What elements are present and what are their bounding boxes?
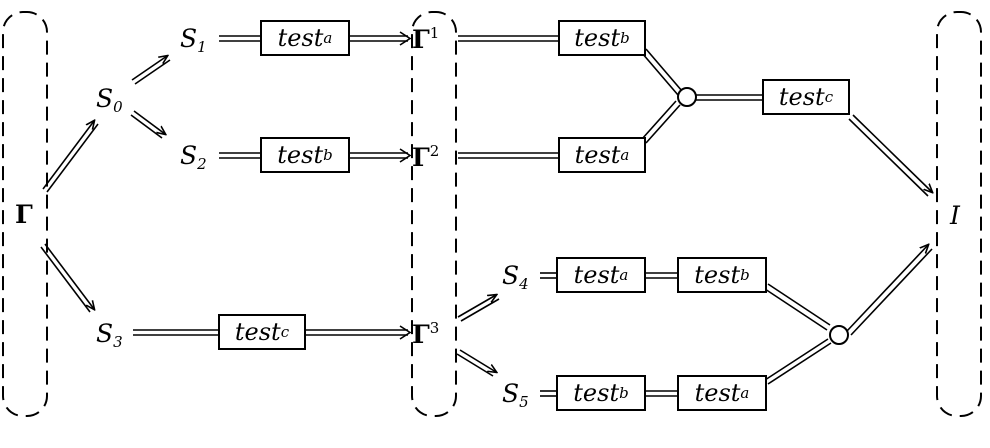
arrow-s0-s1 — [132, 56, 170, 84]
gamma-split-group-outline — [412, 12, 456, 416]
gamma2-label: $\Gamma^2$ — [412, 142, 440, 172]
arrow-test-c-result — [849, 115, 932, 196]
gamma1-label: $\Gamma^1$ — [412, 24, 440, 54]
arrow-join-bottom-result — [847, 245, 932, 335]
connector-s1-test-a — [219, 36, 260, 41]
gamma-label: Γ — [15, 200, 33, 229]
test-box-s1: test a — [260, 20, 350, 56]
connector-row5-tests — [646, 391, 677, 396]
join-node-bottom — [830, 326, 848, 344]
arrow-gamma3-s5 — [457, 350, 496, 376]
connector-gamma2-test-a — [458, 153, 558, 158]
connector-test-b-join-bottom — [765, 284, 830, 330]
state-s5: $S_5$ — [502, 379, 529, 411]
connector-gamma1-test-b — [458, 36, 558, 41]
join-node-top — [678, 88, 696, 106]
arrow-test-c-gamma3 — [306, 326, 410, 339]
arrow-s0-s2 — [131, 111, 165, 138]
test-box-s3: test c — [218, 314, 306, 350]
arrow-gamma-s0 — [43, 121, 98, 192]
test-box-s5-first: test b — [556, 375, 646, 411]
connector-test-b-join-top — [642, 49, 682, 95]
connector-s4-test-a — [540, 273, 556, 278]
state-s2: $S_2$ — [180, 141, 207, 173]
arrow-test-a-gamma1 — [350, 32, 410, 45]
test-box-s4-second: test b — [677, 257, 767, 293]
connector-s2-test-b — [219, 153, 260, 158]
connector-test-a-join-bottom — [765, 339, 831, 384]
gamma3-label: $\Gamma^3$ — [412, 319, 440, 349]
state-s0: $S_0$ — [96, 84, 123, 116]
connector-test-a-join-top — [642, 101, 680, 143]
test-box-s2: test b — [260, 137, 350, 173]
connector-s5-test-b — [540, 391, 556, 396]
test-box-join-top: test c — [762, 79, 850, 115]
test-box-gamma2: test a — [558, 137, 646, 173]
test-box-s5-second: test a — [677, 375, 767, 411]
connector-join-top-test-c — [696, 95, 762, 100]
result-label: I — [950, 201, 960, 230]
test-box-s4-first: test a — [556, 257, 646, 293]
state-s1: $S_1$ — [180, 24, 207, 56]
arrow-test-b-gamma2 — [350, 149, 410, 162]
state-s3: $S_3$ — [96, 319, 123, 351]
connector-row4-tests — [646, 273, 677, 278]
state-s4: $S_4$ — [502, 261, 529, 293]
arrow-gamma-s3 — [41, 244, 94, 312]
connector-s3-test-c — [133, 330, 218, 335]
arrow-gamma3-s4 — [458, 295, 499, 321]
test-box-gamma1: test b — [558, 20, 646, 56]
